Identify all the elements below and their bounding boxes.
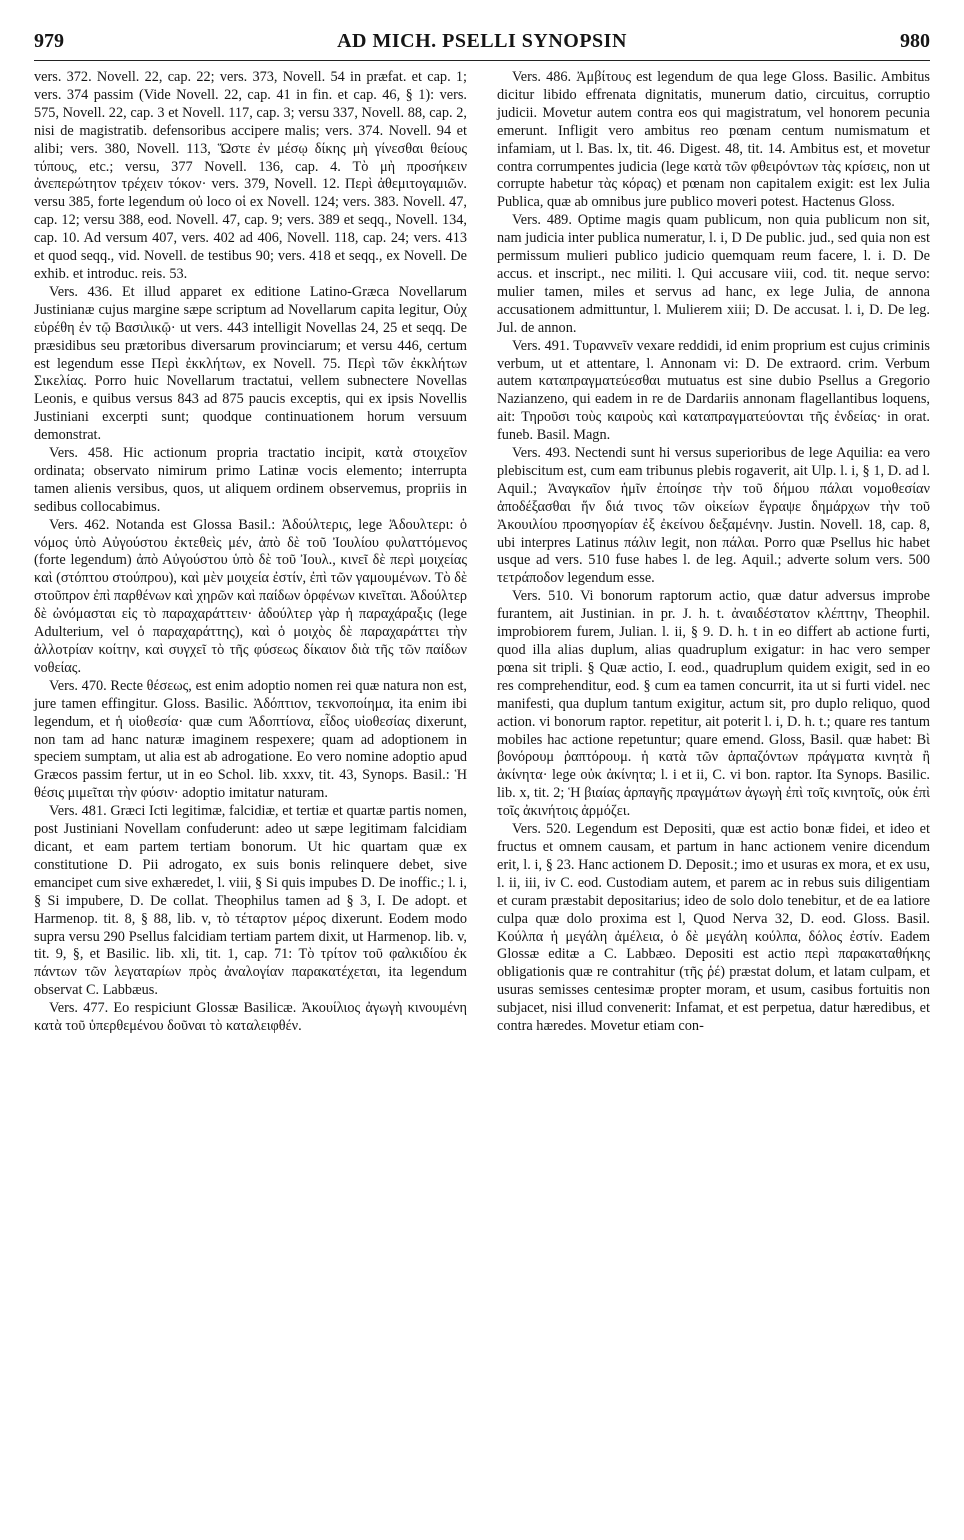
paragraph: Vers. 491. Τυραννεῖν vexare reddidi, id enim proprium est cujus criminis verbum, ut et attentare, l. Annonam vi: D. De extraord. crim. Verbum autem καταπραγματεύεσθαι mutuatus est sine dubio Psellus a Gregorio Nazianzeno, qui eadem in re de Dardariis annonam flagellantibus loquens, ait: Τηροῦσι τοὺς καιροὺς καὶ καταπραγματεύονται τῆς ἐνδείας· in orat. funeb. Basil. Magn. [497,337,930,444]
two-column-body [34,69,930,1036]
paragraph: Vers. 436. Et illud apparet ex editione Latino-Græca Novellarum Justinianæ cujus margine sæpe scriptum ad Novellarum capita legitur, Οὐχ εὑρέθη ἐν τῷ Βασιλικῷ· ut vers. 443 intelligit Novellas 24, 25 et seqq. De præsidibus seu prætoribus diversarum provinciarum; et versu 446, certum est legendum esse Περὶ ἐκκλήτων, ex Novell. 75. Περὶ τῶν ἐκκλήτων Σικελίας. Porro huic Novellarum tractatui, vellem subnectere Novellas Leonis, e quibus versus 843 ad 875 paucis exceptis, qui ex ipsis Novellis Justiniani excerpti sunt; quodque continuationem horum versuum demonstrat. [34,283,467,444]
right-column [497,69,930,1036]
page-number-left: 979 [34,30,64,52]
paragraph: Vers. 470. Recte θέσεως, est enim adoptio nomen rei quæ natura non est, jure tamen effingitur. Gloss. Basilic. Ἀδόπτιον, τεκνοποίημα, ita enim ibi legendum, et ἡ υἱοθεσία· quæ cum Ἀδοπτίονα, εἶδος υἱοθεσίας dixerunt, non tam ad hanc naturæ imaginem respexere; quam ad adoptionem in speciem sumptam, ut alia est ab adrogatione. Eo vero nomine adoptio apud Græcos passim fertur, ut in eo Schol. lib. xxxv, tit. 43, Synops. Basil.: Ἡ θέσις μιμεῖται τὴν φύσιν· adoptio imitatur naturam. [34,677,467,802]
running-title: AD MICH. PSELLI SYNOPSIN [337,30,627,52]
paragraph: Vers. 493. Nectendi sunt hi versus superioribus de lege Aquilia: ea vero plebiscitum est, cum eam tribunus plebis rogaverit, ait Ulp. l. i, § 1, D. ad l. Aquil.; Ἀναγκαῖον ἡμῖν ἐποίησε τὴν τοῦ δήμου πάλαι νομοθεσίαν ἀποδέξασθαι ἥν διά τινος τῶν οἰκείων ἔγραψε δημάρχων τὴν τοῦ Ἀκουιλίου προσηγορίαν ἐξ ἐκείνου δεξαμένην. Justin. Novell. 18, cap. 8, ubi interpres Latinus πάλιν legit, non πάλαι. Porro quæ Psellus hic habet usque ad vers. 510 fuse habes l. de leg. Aquil.; adverte solum vers. 500 τετράποδον legendum esse. [497,445,930,587]
running-header [34,30,930,61]
paragraph: vers. 372. Novell. 22, cap. 22; vers. 373, Novell. 54 in præfat. et cap. 1; vers. 374 passim (Vide Novell. 22, cap. 41 in fin. et cap. 46, § 1): vers. 575, Novell. 22, cap. 3 et Novell. 117, cap. 3; versu 337, Novell. 88, cap. 2, nisi de magistratib. defensoribus accipere malis; vers. 374. Novell. 94 et alibi; vers. 380, Novell. 113, Ὥστε ἐν μέσῳ δίκης μὴ γίνεσθαι θείους τύπους, etc.; versu, 377 Novell. 136, cap. 4. Τὸ μὴ προσήκειν ἀνεπερώτητον τρέχειν τόκον· vers. 379, Novell. 12. Περὶ ἀθεμιτογαμιῶν. versu 385, forte legendum οὐ loco οἱ ex Novell. 124; vers. 383. Novell. 47, cap. 12; versu 388, eod. Novell. 47, cap. 9; vers. 389 et seqq., Novell. 134, cap. 10. Ad versum 407, vers. 402 ad 406, Novell. 118, cap. 24; vers. 413 et quod seqq., vid. Novell. de testibus 90; vers. 418 et seqq., ex Novell. De exhib. et introduc. reis. 53. [34,69,467,282]
left-column [34,69,467,1036]
paragraph: Vers. 462. Notanda est Glossa Basil.: Ἀδούλτερις, lege Ἀδουλτερι: ὁ νόμος ὑπὸ Αὐγούστου ἐκτεθεὶς μέν, ἀπὸ δὲ τοῦ Ἰουλίου φυλαττόμενος (forte legendum) ἀπὸ Αὐγούστου ὑπὸ δὲ τοῦ Ἰουλ., κινεῖ δὲ περὶ μοιχείας καὶ (στόπτου στούπρου), καὶ μὲν μοιχεία ἐστίν, ἐπὶ τῶν γαμουμένων. Τὸ δὲ στοῦπρον ἐπὶ παρθένων καὶ χηρῶν καὶ παίδων ὀρφένων κινεῖται. Ἀδούλτερ δὲ ὠνόμασται εἰς τὸ παραχαράττειν· ἀδούλτερ γὰρ ἡ παραχάραξις (lege Adulterium, vel ὁ παραχαράττης), καὶ ὁ μοιχὸς δὲ παραχαράττει τὴν ἀλλοτρίαν κοίτην, καὶ συγχεῖ τὸ τῆς φύσεως δίκαιον διὰ τῆς τῶν παίδων νοθείας. [34,516,467,676]
page-number-right: 980 [899,30,930,52]
paragraph: Vers. 510. Vi bonorum raptorum actio, quæ datur adversus improbe furantem, ait Justinian. in pr. J. h. t. ἀναιδέστατον κλέπτην, Theophil. improbiorem furem, Julian. l. ii, § 9. D. h. t in eo differt ab actione furti, quod illa alias duplum, alias quadruplum exigatur: in hac vero semper pœna sit tripli. § Quæ actio, I. eod., quadruplum quidem exigit, sed in eo res comprehenditur, eod. § cum ea tamen concurrit, ita ut si furti videl. nec manifesti, qua duplum tantum exigitur, actum sit, pro duplo reliquo, quod action. vi bonorum raptor. repetitur, ait poterit l. i, D. h. t.; quare res tantum mobiles hac actione repetuntur; quare emend. Gloss, Basil. quæ habet: Βὶ βονόρουμ ῥαπτόρουμ. ἡ κατὰ τῶν ἁρπαζόντων πράγματα κινητὰ ἢ ἀκίνητα· lege οὐκ ἀκίνητα; l. i et ii, C. vi bon. raptor. Ita Synops. Basilic. lib. x, tit. 2; Ἡ βιαίας ἁρπαγῆς πραγμάτων ἀγωγὴ ἐπὶ τοῖς κινητοῖς, οὐκ ἐπὶ τοῖς ἀκινήτοις ἁρμόζει. [497,588,930,820]
paragraph: Vers. 481. Græci Icti legitimæ, falcidiæ, et tertiæ et quartæ partis nomen, post Justiniani Novellam confuderunt: adeo ut sæpe legitimam falcidiam dicant, et eam partem tertiam bonorum. Ut hic quartam quæ ex constitutione D. Pii adrogato, ex suis bonis relinquere debet, sive emancipet cum sive exhæredet, l. viii, § Si quis impubes D. De inoffic.; l. i, § Si impubere, D. De collat. Theophilus tamen ad § 3, I. De adopt. et Harmenop. tit. 8, § 88, lib. v, τὸ τέταρτον μέρος dixerunt. Eodem modo supra versu 290 Psellus falcidiam tertiam partem dixit, ut Harmenop. lib. v, tit. 9, §, et Basilic. lib. xli, tit. 1, cap. 71: Τὸ τρίτον τοῦ φαλκιδίου ἐκ πάντων τῶν λεγαταρίων πρὸς ἀναλογίαν παρακατέχεται, ita legendum observat C. Labbæus. [34,803,467,999]
paragraph: Vers. 486. Ἀμβίτους est legendum de qua lege Gloss. Basilic. Ambitus dicitur libido effrenata dignitatis, munerum datio, circuitus, corruptio judicii. Movetur autem contra eos qui magistratum, vel honorem pecunia emerunt. Infligit vero ambitus reo pœnam centum numismatum et infamiam, ut l. Bas. lx, tit. 46. Digest. 48, tit. 14. Ambitus est, et movetur contra corrumpentes judicia (lege κατὰ τῶν φθειρόντων τὰς κρίσεις, non ut corrupte habetur τὰς κόρας) et pœnam non capitalem exigit: est lex Julia Publica, quæ ab omnibus jure publico moveri potest. Hactenus Gloss. [497,69,930,211]
paragraph: Vers. 458. Hic actionum propria tractatio incipit, κατὰ στοιχεῖον ordinata; observato nimirum primo Latinæ vocis elemento; interrupta tamen alienis versibus, quos, ut aliquem ordinem observemus, propriis in sedibus collocabimus. [34,445,467,515]
paragraph: Vers. 477. Eo respiciunt Glossæ Basilicæ. Ἀκουίλιος ἀγωγὴ κινουμένη κατὰ τοῦ ὑπερθεμένου δοῦναι τὸ καταλειφθέν. [34,1000,467,1035]
paragraph: Vers. 520. Legendum est Depositi, quæ est actio bonæ fidei, et ideo et fructus et omnem causam, et partum in hanc actionem venire dicendum erit, l. i, § 23. Hanc actionem D. Deposit.; imo et usuras ex mora, et ex usu, l. ii, iii, iv C. eod. Custodiam autem, et parem ac in rebus suis diligentiam et curam præstabit depositarius; ideo de solo dolo tenebitur, et de ea latiore culpa quæ dolo proxima est l, Quod Nerva 32, D. eod. Gloss. Basil. Κούλπα ἡ μεγάλη ἀμέλεια, ὁ δὲ μεγάλη κούλπα, δόλος ἐστίν. Eadem Glossæ editæ a C. Labbæo. Depositi est actio περὶ παρακαταθήκης obligationis quæ re contrahitur (τῆς ῥέ) præstat dolum, et latam culpam, et usuras semisses centesimæ propter moram, et usum, casibus fortuitis non subjacet, nisi illud convenerit: Infamat, et est perpetua, datur hæredibus, et contra hæredes. Movetur etiam con- [497,821,930,1035]
paragraph: Vers. 489. Optime magis quam publicum, non quia publicum non sit, nam judicia inter publica numeratur, l. i, D De public. jud., sed quia non est permissum mulieri publico judicio quemquam reum facere, l. i. D. De accus. et inscript., nec militi. l. Qui accusare viii, cod. tit. neque servo: mulier tamen, miles et servus ad hanc, ex lege Julia, de annona accusationem admittuntur, l. Mulierem xiii; D. De accusat. l. i, D. De leg. Jul. de annon. [497,212,930,336]
